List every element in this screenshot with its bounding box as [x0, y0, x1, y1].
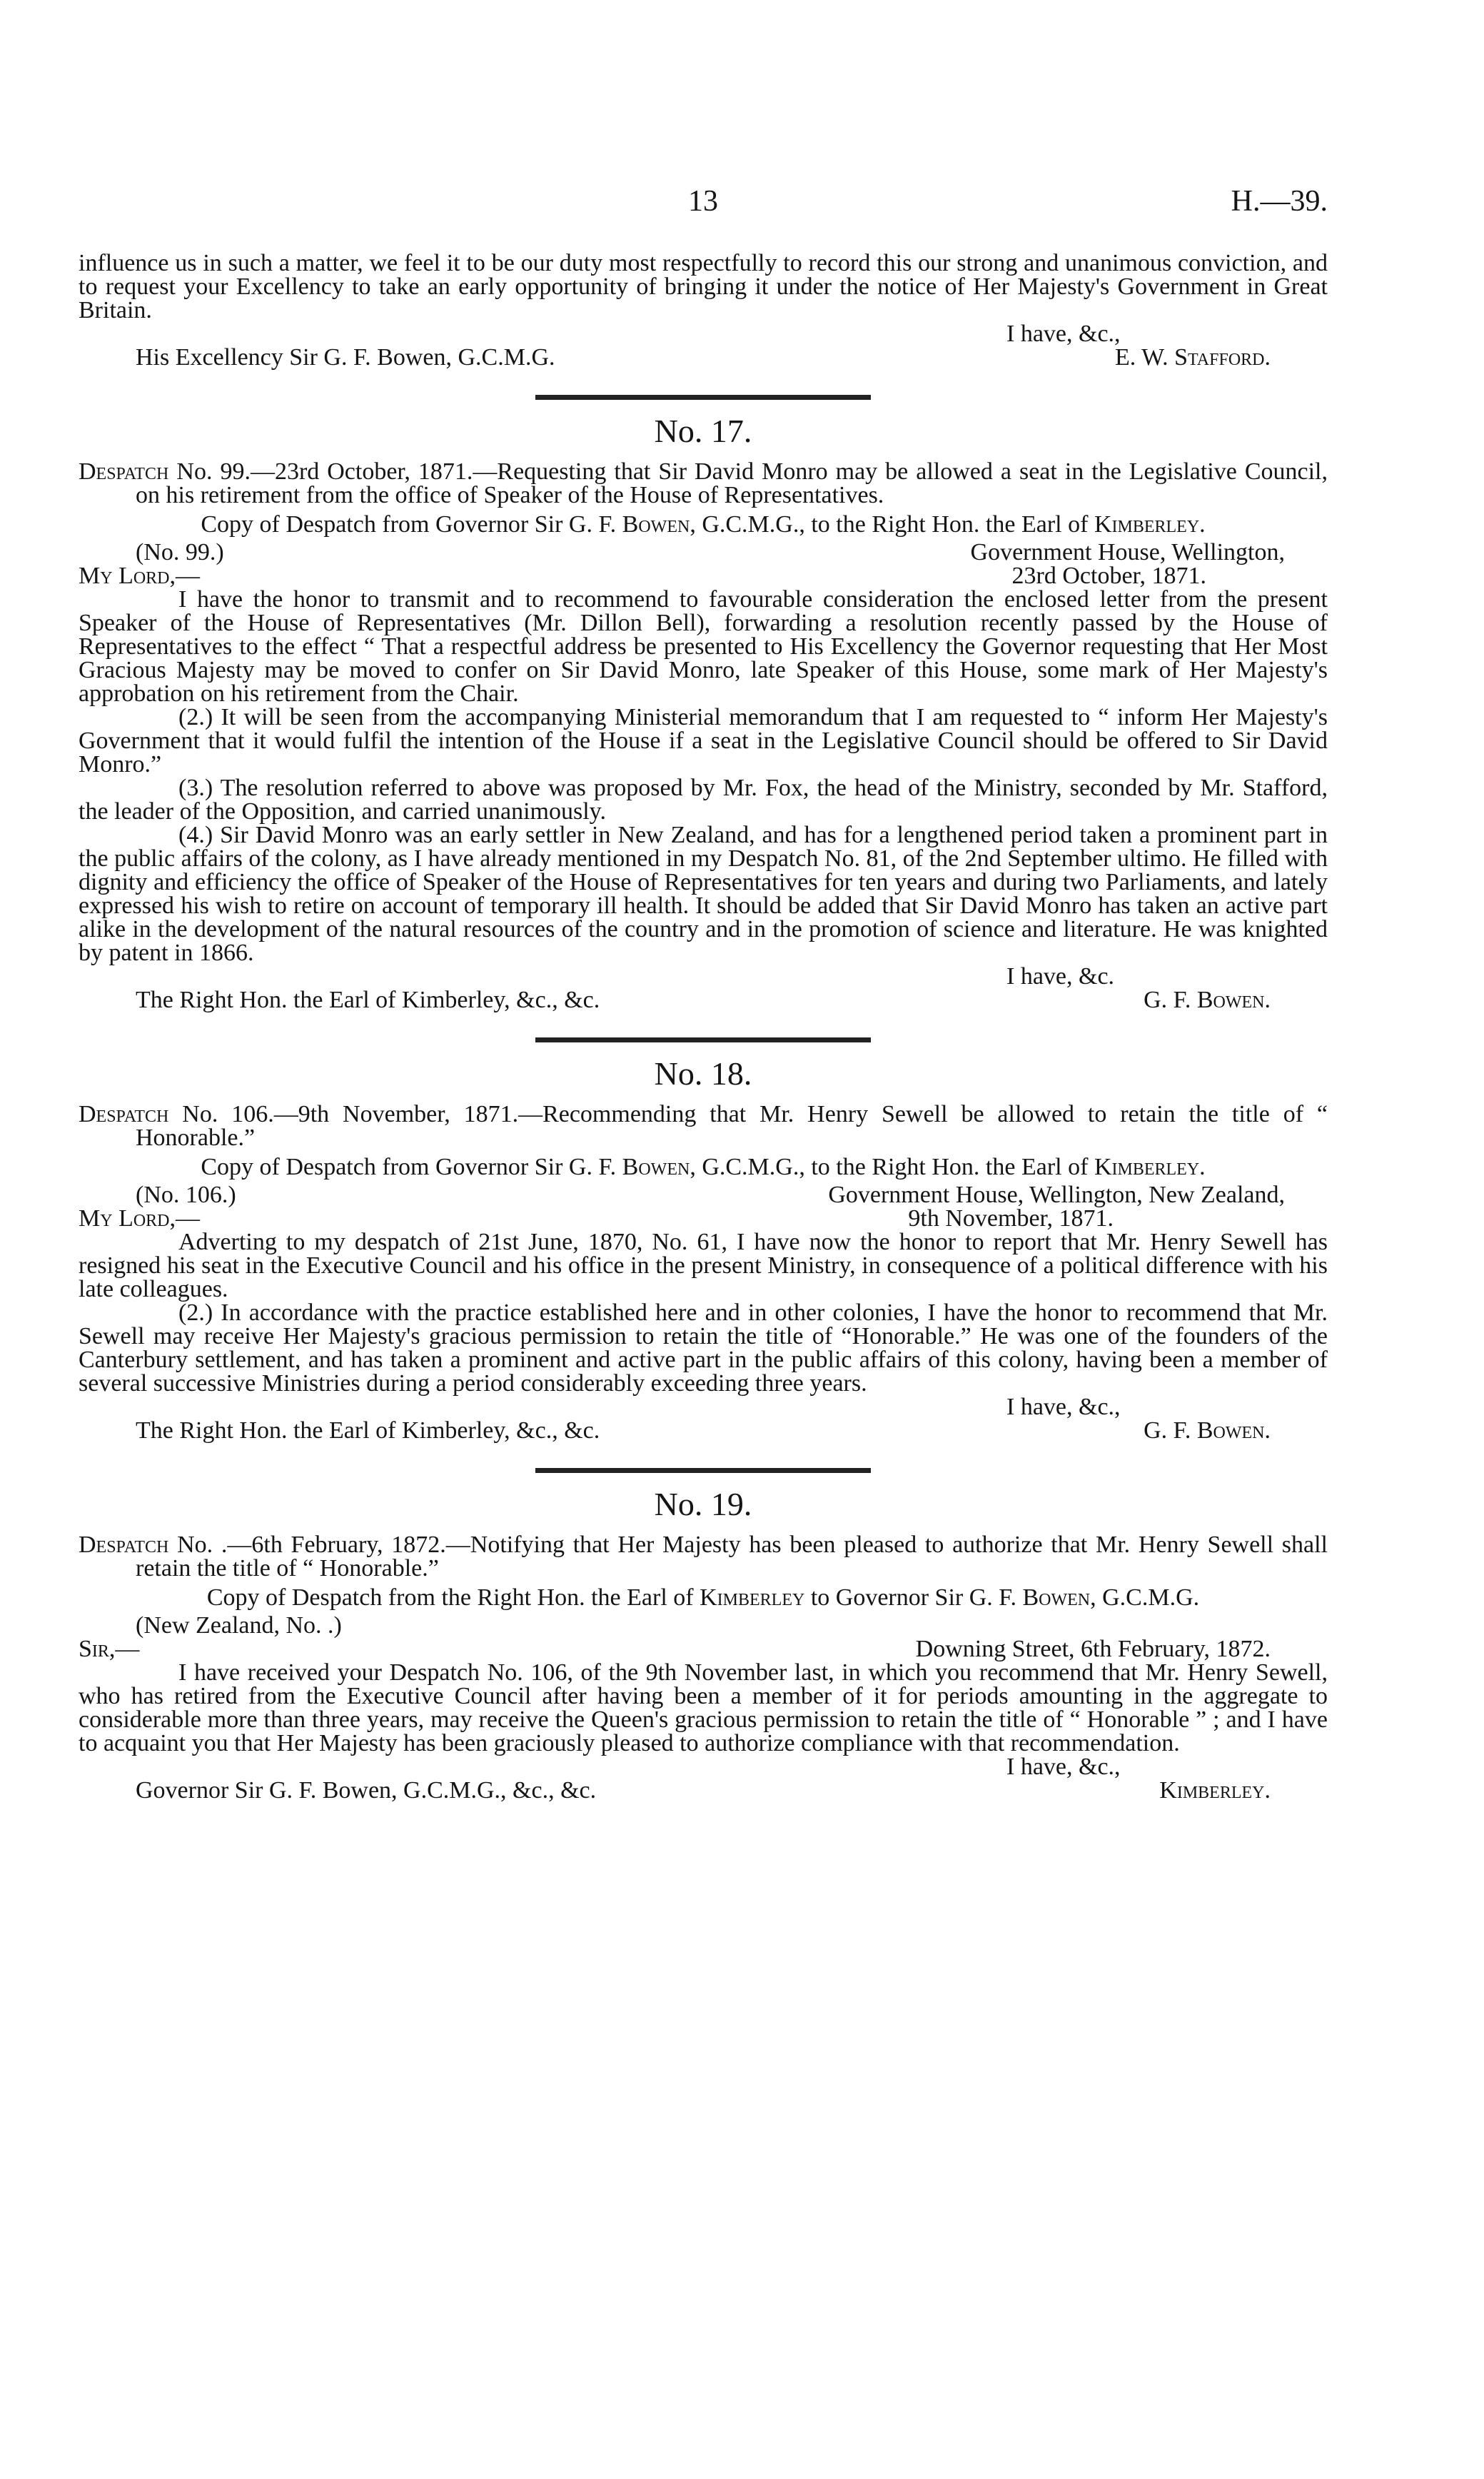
copy-heading: [79, 513, 1328, 536]
body-paragraph: (2.) It will be seen from the accompanying Ministerial memorandum that I am requested to “ inform Her Majesty's Government that it would fulfil the intention of the House if a seat in the Legislative Council should be offered to Sir David Monro.”: [79, 704, 1328, 778]
despatch-summary: [79, 1533, 1328, 1580]
section-number: No. 18.: [654, 1055, 752, 1092]
salutation: My Lord,—: [79, 1205, 201, 1232]
copy-heading: [79, 1586, 1328, 1609]
copy-middle: to Governor Sir G. F.: [804, 1584, 1016, 1611]
intro-addressee: His Excellency Sir G. F. Bowen, G.C.M.G.: [136, 344, 555, 371]
despatch-label: Despatch: [79, 458, 169, 485]
copy-middle: , G.C.M.G., to the Right Hon. the Earl of: [690, 511, 1089, 538]
closing: I have, &c.: [1006, 963, 1115, 990]
signoff-row: [79, 1779, 1328, 1802]
ref-row: [79, 1183, 1328, 1207]
ref-number: (No. 99.): [136, 539, 224, 565]
salutation-row: [79, 1207, 1328, 1230]
body-paragraph: (2.) In accordance with the practice established here and in other colonies, I have the honor to recommend that Mr. Sewell may receive Her Majesty's gracious permission to retain the title of “Honorable.” He was one of the founders of the Canterbury settlement, and has taken a prominent and active part in the public affairs of this colony, having been a member of several successive Ministries during a period considerably exceeding three years.: [79, 1299, 1328, 1397]
intro-signature: E. W. Stafford.: [1115, 344, 1271, 371]
despatch-summary-text: No. 106.—9th November, 1871.—Recommending that Mr. Henry Sewell be allowed to retain the title of “ Honorable.”: [136, 1101, 1328, 1151]
copy-name-1: Kimberley: [700, 1584, 805, 1611]
copy-prefix: Copy of Despatch from Governor Sir G. F.: [201, 511, 617, 538]
salutation: My Lord,—: [79, 563, 201, 589]
intro-closing: I have, &c.,: [1006, 321, 1121, 347]
salutation-row: [79, 1637, 1328, 1661]
running-header: [79, 184, 1328, 220]
despatch-summary: [79, 1102, 1328, 1150]
despatch-summary-text: No. 99.—23rd October, 1871.—Requesting that Sir David Monro may be allowed a seat in the Legislative Council, on his retirement from the office of Speaker of the House of Representatives.: [136, 458, 1328, 508]
salutation-row: [79, 564, 1328, 588]
signature: Kimberley.: [1159, 1777, 1271, 1804]
body-paragraph: I have received your Despatch No. 106, of the 9th November last, in which you recommend that Mr. Henry Sewell, who has retired from the Executive Council after having been a member of it for periods amounting in the aggregate to considerable more than three years, may receive the Queen's gracious permission to retain the title of “ Honorable ” ; and I have to acquaint you that Her Majesty has been graciously pleased to authorize compliance with that recommendation.: [79, 1659, 1328, 1756]
section-divider: [535, 1468, 871, 1473]
paper-reference: H.—39.: [1231, 185, 1328, 218]
signature: G. F. Bowen.: [1144, 987, 1271, 1013]
copy-name-1: Bowen: [622, 511, 690, 538]
ref-number: (New Zealand, No. .): [136, 1612, 342, 1639]
signoff-row: [79, 1419, 1328, 1442]
despatch-summary: [79, 460, 1328, 507]
place: Government House, Wellington,: [970, 539, 1285, 565]
addressee: The Right Hon. the Earl of Kimberley, &c., &c.: [136, 1417, 600, 1444]
place-date: Downing Street, 6th February, 1872.: [915, 1636, 1271, 1662]
copy-end: , G.C.M.G.: [1090, 1584, 1200, 1611]
page-number: 13: [688, 185, 718, 218]
copy-middle: , G.C.M.G., to the Right Hon. the Earl of: [690, 1154, 1089, 1180]
copy-end: .: [1199, 511, 1206, 538]
date: 23rd October, 1871.: [1011, 563, 1206, 589]
section-divider: [535, 395, 871, 400]
copy-name-2: Kimberley: [1094, 1154, 1200, 1180]
copy-prefix: Copy of Despatch from Governor Sir G. F.: [201, 1154, 617, 1180]
intro-paragraph: influence us in such a matter, we feel it to be our duty most respectfully to record this our strong and unanimous conviction, and to request your Excellency to take an early opportunity of bringing it under the notice of Her Majesty's Government in Great Britain.: [79, 250, 1328, 323]
copy-heading: [79, 1155, 1328, 1179]
addressee: The Right Hon. the Earl of Kimberley, &c., &c.: [136, 987, 600, 1013]
ref-row: [79, 540, 1328, 564]
despatch-label: Despatch: [79, 1532, 169, 1558]
copy-prefix: Copy of Despatch from the Right Hon. the Earl of: [206, 1584, 694, 1611]
addressee: Governor Sir G. F. Bowen, G.C.M.G., &c., &c.: [136, 1777, 597, 1804]
section-number: No. 17.: [654, 413, 752, 449]
body-paragraph: I have the honor to transmit and to recommend to favourable consideration the enclosed letter from the present Speaker of the House of Representatives (Mr. Dillon Bell), forwarding a resolution recently passed by the House of Representatives to the effect “ That a respectful address be presented to His Excellency the Governor requesting that Her Most Gracious Majesty may be moved to confer on Sir David Monro, late Speaker of this House, some mark of Her Majesty's approbation on his retirement from the Chair.: [79, 586, 1328, 707]
date: 9th November, 1871.: [908, 1205, 1114, 1232]
copy-name-2: Bowen: [1022, 1584, 1091, 1611]
ref-number: (No. 106.): [136, 1182, 236, 1208]
salutation: Sir,—: [79, 1636, 140, 1662]
signoff-row: [79, 988, 1328, 1012]
closing: I have, &c.,: [1006, 1394, 1121, 1420]
intro-signoff-row: [79, 346, 1328, 369]
despatch-label: Despatch: [79, 1101, 169, 1127]
body-paragraph: (4.) Sir David Monro was an early settler in New Zealand, and has for a lengthened period taken a prominent part in the public affairs of the colony, as I have already mentioned in my Despatch No. 81, of the 2nd September ultimo. He filled with dignity and efficiency the office of Speaker of the House of Representatives for ten years and during two Parliaments, and lately expressed his wish to retire on account of temporary ill health. It should be added that Sir David Monro has taken an active part alike in the development of the natural resources of the country and in the promotion of science and literature. He was knighted by patent in 1866.: [79, 822, 1328, 966]
body-paragraph: (3.) The resolution referred to above was proposed by Mr. Fox, the head of the Ministry, seconded by Mr. Stafford, the leader of the Opposition, and carried unanimously.: [79, 775, 1328, 825]
signature: G. F. Bowen.: [1144, 1417, 1271, 1444]
place: Government House, Wellington, New Zealand,: [828, 1182, 1285, 1208]
copy-end: .: [1199, 1154, 1206, 1180]
copy-name-2: Kimberley: [1094, 511, 1200, 538]
despatch-summary-text: No. .—6th February, 1872.—Notifying that Her Majesty has been pleased to authorize that Mr. Henry Sewell shall retain the title of “ Honorable.”: [136, 1532, 1328, 1582]
copy-name-1: Bowen: [622, 1154, 690, 1180]
page-content: [79, 251, 1328, 1802]
section-divider: [535, 1037, 871, 1042]
closing: I have, &c.,: [1006, 1754, 1121, 1780]
section-number: No. 19.: [654, 1486, 752, 1522]
body-paragraph: Adverting to my despatch of 21st June, 1870, No. 61, I have now the honor to report that Mr. Henry Sewell has resigned his seat in the Executive Council and his office in the present Ministry, in consequence of a political difference with his late colleagues.: [79, 1229, 1328, 1302]
